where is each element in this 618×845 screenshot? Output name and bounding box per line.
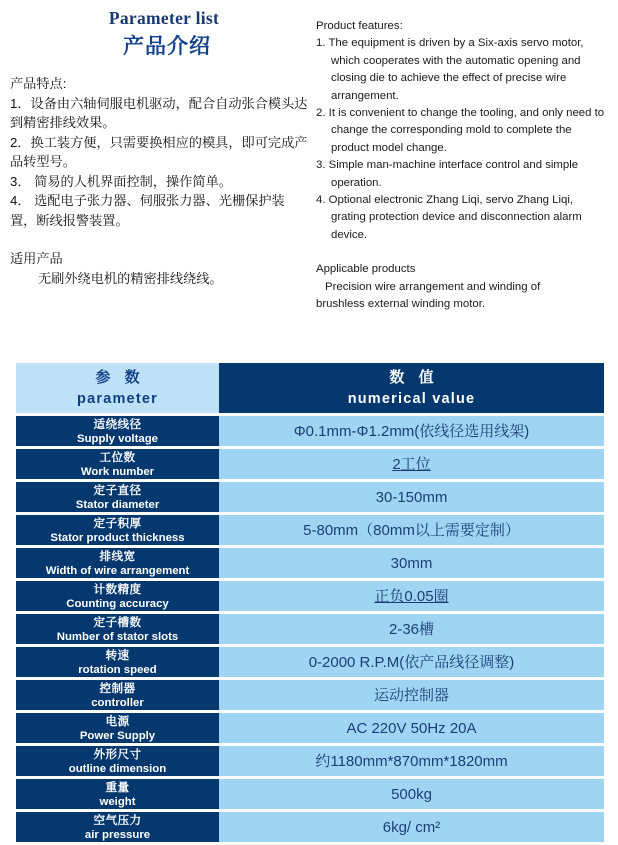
table-cell-value <box>219 416 604 446</box>
table-header-value-en: numerical value <box>347 391 476 407</box>
table-header-value-cn: 数 值 <box>389 369 439 386</box>
english-applicable-line: Precision wire arrangement and winding of <box>325 280 541 293</box>
parameter-label-en: Counting accuracy <box>66 598 169 610</box>
table-cell-parameter <box>16 614 219 644</box>
value-text: 2工位 <box>392 455 431 473</box>
chinese-applicable-text: 无刷外绕电机的精密排线绕线。 <box>38 270 223 286</box>
table-row <box>16 812 604 842</box>
table-header-parameter-cell <box>16 363 219 413</box>
table-cell-parameter <box>16 647 219 677</box>
parameter-label-cn: 转速 <box>105 649 130 662</box>
table-cell-parameter <box>16 779 219 809</box>
table-row <box>16 482 604 512</box>
table-row <box>16 449 604 479</box>
table-cell-parameter <box>16 812 219 842</box>
table-row <box>16 779 604 809</box>
table-cell-parameter <box>16 515 219 545</box>
table-cell-value <box>219 581 604 611</box>
english-feature-item: 1. The equipment is driven by a Six-axis servo motor, which cooperates with the automatic opening and closing die to achieve the effect of precise wire arrangement. <box>316 37 584 102</box>
table-cell-value <box>219 680 604 710</box>
parameter-label-cn: 外形尺寸 <box>93 748 142 761</box>
table-cell-value <box>219 449 604 479</box>
table-header-parameter-en: parameter <box>77 391 158 407</box>
parameter-label-cn: 定子槽数 <box>93 616 142 629</box>
parameter-label-en: weight <box>99 796 136 808</box>
table-cell-value <box>219 746 604 776</box>
parameter-label-en: Width of wire arrangement <box>45 565 190 577</box>
table-cell-parameter <box>16 581 219 611</box>
parameter-label-cn: 适绕线径 <box>93 418 142 431</box>
table-cell-value <box>219 713 604 743</box>
parameter-label-cn: 定子积厚 <box>93 517 142 530</box>
parameter-label-en: Stator product thickness <box>50 532 185 544</box>
spacer <box>10 230 308 249</box>
chinese-feature-item: 2．换工装方便，只需要换相应的模具，即可完成产品转型号。 <box>10 134 308 169</box>
value-text: 30mm <box>390 554 433 572</box>
value-text: 500kg <box>391 785 432 803</box>
value-text: 运动控制器 <box>373 686 449 704</box>
value-text: 正负0.05圈 <box>374 587 449 605</box>
table-cell-parameter <box>16 482 219 512</box>
english-feature-item: 2. It is convenient to change the tooling, and only need to change the corresponding mold to complete the product model change. <box>316 107 605 154</box>
chinese-features-heading: 产品特点: <box>10 76 67 91</box>
page-title-en: Parameter list <box>108 8 220 28</box>
table-cell-value <box>219 515 604 545</box>
spacer <box>316 244 608 261</box>
english-feature-item: 4. Optional electronic Zhang Liqi, servo Zhang Liqi, grating protection device and disconnection alarm device. <box>316 194 582 241</box>
value-text: 0-2000 R.P.M(依产品线径调整) <box>308 653 515 671</box>
table-cell-value <box>219 647 604 677</box>
parameter-label-en: rotation speed <box>78 664 157 676</box>
table-cell-value <box>219 482 604 512</box>
value-text: Φ0.1mm-Φ1.2mm(依线径选用线架) <box>293 422 530 440</box>
parameter-label-en: Work number <box>80 466 155 478</box>
parameter-label-en: outline dimension <box>68 763 167 775</box>
parameter-label-cn: 排线宽 <box>99 550 136 563</box>
chinese-features-block <box>10 74 308 288</box>
value-text: 2-36槽 <box>388 620 435 638</box>
parameter-label-cn: 空气压力 <box>93 814 142 827</box>
table-header-row <box>16 363 604 413</box>
english-applicable-heading: Applicable products <box>316 263 416 276</box>
table-cell-value <box>219 779 604 809</box>
intro-english-column <box>316 18 608 314</box>
table-row <box>16 581 604 611</box>
parameter-label-cn: 工位数 <box>99 451 136 464</box>
table-header-value-cell <box>219 363 604 413</box>
value-text: AC 220V 50Hz 20A <box>346 719 477 737</box>
chinese-feature-item: 4． 选配电子张力器、伺服张力器、光栅保护装置，断线报警装置。 <box>10 193 285 228</box>
value-text: 5-80mm（80mm以上需要定制） <box>303 521 520 539</box>
table-row <box>16 614 604 644</box>
table-cell-parameter <box>16 713 219 743</box>
table-row <box>16 746 604 776</box>
table-cell-parameter <box>16 680 219 710</box>
english-applicable-line: brushless external winding motor. <box>316 298 486 311</box>
table-row <box>16 548 604 578</box>
parameter-label-cn: 电源 <box>105 715 130 728</box>
parameter-label-en: Power Supply <box>79 730 156 742</box>
table-cell-value <box>219 812 604 842</box>
intro-chinese-column <box>10 8 308 288</box>
table-cell-value <box>219 614 604 644</box>
table-cell-parameter <box>16 548 219 578</box>
english-features-heading: Product features: <box>316 20 403 32</box>
parameter-label-en: Supply voltage <box>76 433 158 445</box>
table-row <box>16 713 604 743</box>
parameter-label-en: Stator diameter <box>75 499 160 511</box>
parameter-label-cn: 重量 <box>105 781 130 794</box>
parameter-label-en: air pressure <box>84 829 151 841</box>
parameter-label-cn: 定子直径 <box>93 484 142 497</box>
table-row <box>16 647 604 677</box>
table-row <box>16 515 604 545</box>
parameter-label-en: Number of stator slots <box>56 631 179 643</box>
table-row <box>16 680 604 710</box>
table-body <box>16 416 604 842</box>
specification-table <box>16 363 604 845</box>
table-cell-parameter <box>16 746 219 776</box>
table-cell-parameter <box>16 416 219 446</box>
chinese-feature-item: 1．设备由六轴伺服电机驱动，配合自动张合模头达到精密排线效果。 <box>10 95 308 130</box>
page-title-cn: 产品介绍 <box>123 35 211 58</box>
value-text: 30-150mm <box>375 488 448 506</box>
chinese-applicable-heading: 适用产品 <box>10 251 63 266</box>
table-row <box>16 416 604 446</box>
english-features-block <box>316 18 608 314</box>
chinese-feature-item: 3． 简易的人机界面控制，操作简单。 <box>10 173 232 189</box>
english-feature-item: 3. Simple man-machine interface control and simple operation. <box>316 159 579 189</box>
value-text: 约1180mm*870mm*1820mm <box>315 752 508 770</box>
value-text: 6kg/ cm² <box>382 818 441 836</box>
table-cell-value <box>219 548 604 578</box>
parameter-label-cn: 控制器 <box>99 682 136 695</box>
table-header-parameter-cn: 参 数 <box>95 369 145 386</box>
intro-section <box>0 0 618 352</box>
parameter-label-en: controller <box>91 697 144 709</box>
table-cell-parameter <box>16 449 219 479</box>
parameter-label-cn: 计数精度 <box>93 583 142 596</box>
